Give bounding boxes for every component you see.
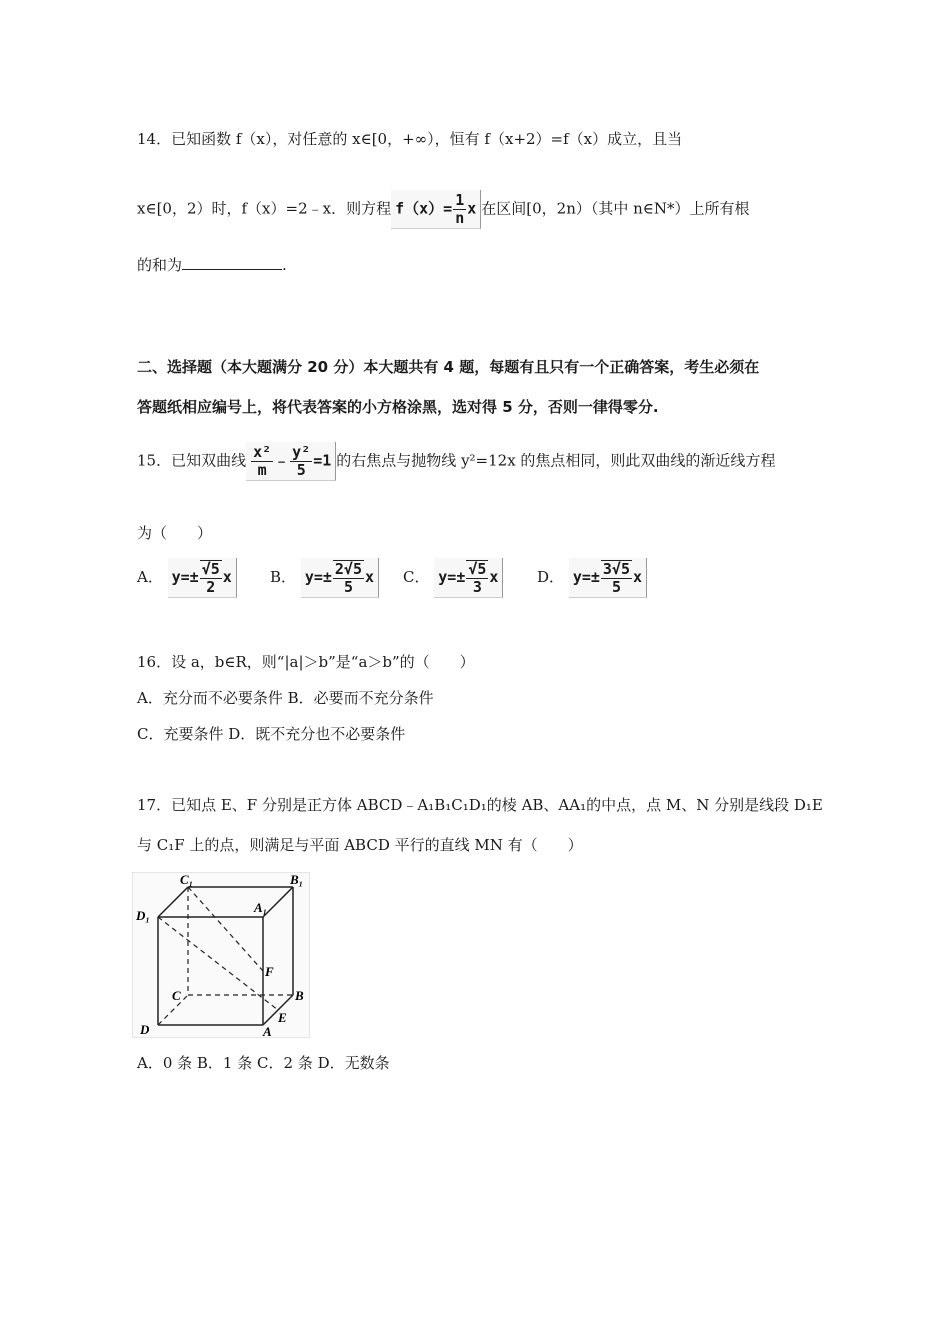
formula-post: x (222, 568, 232, 586)
label-d1: D₁ (136, 908, 150, 923)
frac-den: m (257, 460, 267, 479)
q15-option-b (270, 558, 379, 598)
label-a1: A₁ (254, 900, 268, 915)
q16-stem: 16．设 a，b∈R，则“|a|＞b”是“a＞b”的（ ） (137, 653, 475, 671)
option-formula (434, 558, 503, 598)
label-f: F (265, 964, 274, 979)
frac-num: y² (292, 443, 311, 461)
label-b1: B₁ (290, 872, 304, 887)
formula-post: x (489, 568, 499, 586)
fraction-denominator: n (455, 208, 465, 227)
formula-post: x (365, 568, 375, 586)
label-b: B (295, 988, 304, 1003)
label-a: A (263, 1024, 272, 1038)
q14-line2-b: 在区间[0，2n）（其中 n∈N*）上所有根 (481, 199, 750, 218)
section2-line2: 答题纸相应编号上，将代表答案的小方格涂黑，选对得 5 分，否则一律得零分. (137, 398, 659, 416)
q15-hyperbola-formula (246, 442, 336, 481)
label-d: D (140, 1022, 150, 1037)
minus-sign: ﹣ (274, 451, 290, 470)
frac-den: 2 (206, 577, 216, 596)
answer-blank (182, 255, 282, 270)
frac-num: x² (253, 443, 272, 461)
q14-line3-text: 的和为 (137, 256, 183, 274)
q14-formula (391, 190, 481, 229)
option-label: D． (537, 568, 565, 586)
q15-option-d (537, 558, 647, 598)
formula-pre: y=± (171, 568, 199, 586)
option-label: C． (403, 568, 430, 586)
q17-line1: 17．已知点 E、F 分别是正方体 ABCD﹣A₁B₁C₁D₁的棱 AB、AA₁的中点，点 M、N 分别是线段 D₁E (137, 796, 823, 814)
label-e: E (278, 1010, 287, 1025)
option-fraction (333, 560, 364, 595)
q15-suffix: 的右焦点与抛物线 y²=12x 的焦点相同，则此双曲线的渐近线方程 (336, 451, 776, 470)
frac-y2-5 (290, 444, 312, 478)
frac-num: √5 (468, 560, 487, 578)
formula-post: x (633, 568, 643, 586)
option-formula (301, 558, 379, 598)
label-c1: C₁ (180, 872, 194, 887)
q14-line2-a: x∈[0，2）时，f（x）=2﹣x．则方程 (137, 199, 392, 218)
frac-den: 5 (296, 460, 306, 479)
frac-num: 3√5 (602, 560, 630, 578)
frac-den: 5 (611, 577, 621, 596)
formula-pre: y=± (572, 568, 600, 586)
frac-num: 2√5 (334, 560, 362, 578)
frac-num: √5 (201, 560, 220, 578)
fraction-numerator: 1 (455, 191, 465, 209)
option-formula (569, 558, 647, 598)
frac-den: 5 (343, 577, 353, 596)
q15-line2: 为（ ） (137, 524, 213, 542)
q15-option-a (137, 558, 237, 598)
formula-pre: y=± (304, 568, 332, 586)
option-fraction (466, 560, 488, 595)
q14-line3: 的和为 . (137, 256, 287, 274)
q15-prefix: 15．已知双曲线 (137, 451, 247, 470)
section2-line1: 二、选择题（本大题满分 20 分）本大题共有 4 题，每题有且只有一个正确答案，考生必须在 (137, 358, 760, 376)
q17-line2: 与 C₁F 上的点，则满足与平面 ABCD 平行的直线 MN 有（ ） (137, 836, 583, 854)
q16-options-cd: C．充要条件 D．既不充分也不必要条件 (137, 725, 406, 743)
q16-options-ab: A．充分而不必要条件 B．必要而不充分条件 (137, 689, 434, 707)
q15-stem (137, 442, 775, 481)
q14-line1: 14．已知函数 f（x），对任意的 x∈[0，+∞），恒有 f（x+2）=f（x）成立，且当 (137, 130, 683, 148)
q15-option-c (403, 558, 503, 598)
option-label: B． (270, 568, 297, 586)
formula-lhs: f（x）= (395, 199, 453, 218)
option-fraction (200, 560, 222, 595)
option-label: A． (137, 568, 163, 586)
formula-pre: y=± (438, 568, 466, 586)
formula-x: x (467, 199, 477, 218)
frac-den: 3 (472, 577, 482, 596)
option-fraction (601, 560, 632, 595)
q14-line2 (137, 190, 750, 229)
cube-figure (132, 872, 310, 1038)
label-c: C (172, 988, 181, 1003)
formula-fraction (453, 192, 466, 226)
frac-x2-m (251, 444, 273, 478)
q17-options: A．0 条 B．1 条 C．2 条 D．无数条 (137, 1054, 390, 1072)
option-formula (168, 558, 237, 598)
equals-one: =1 (313, 451, 332, 470)
